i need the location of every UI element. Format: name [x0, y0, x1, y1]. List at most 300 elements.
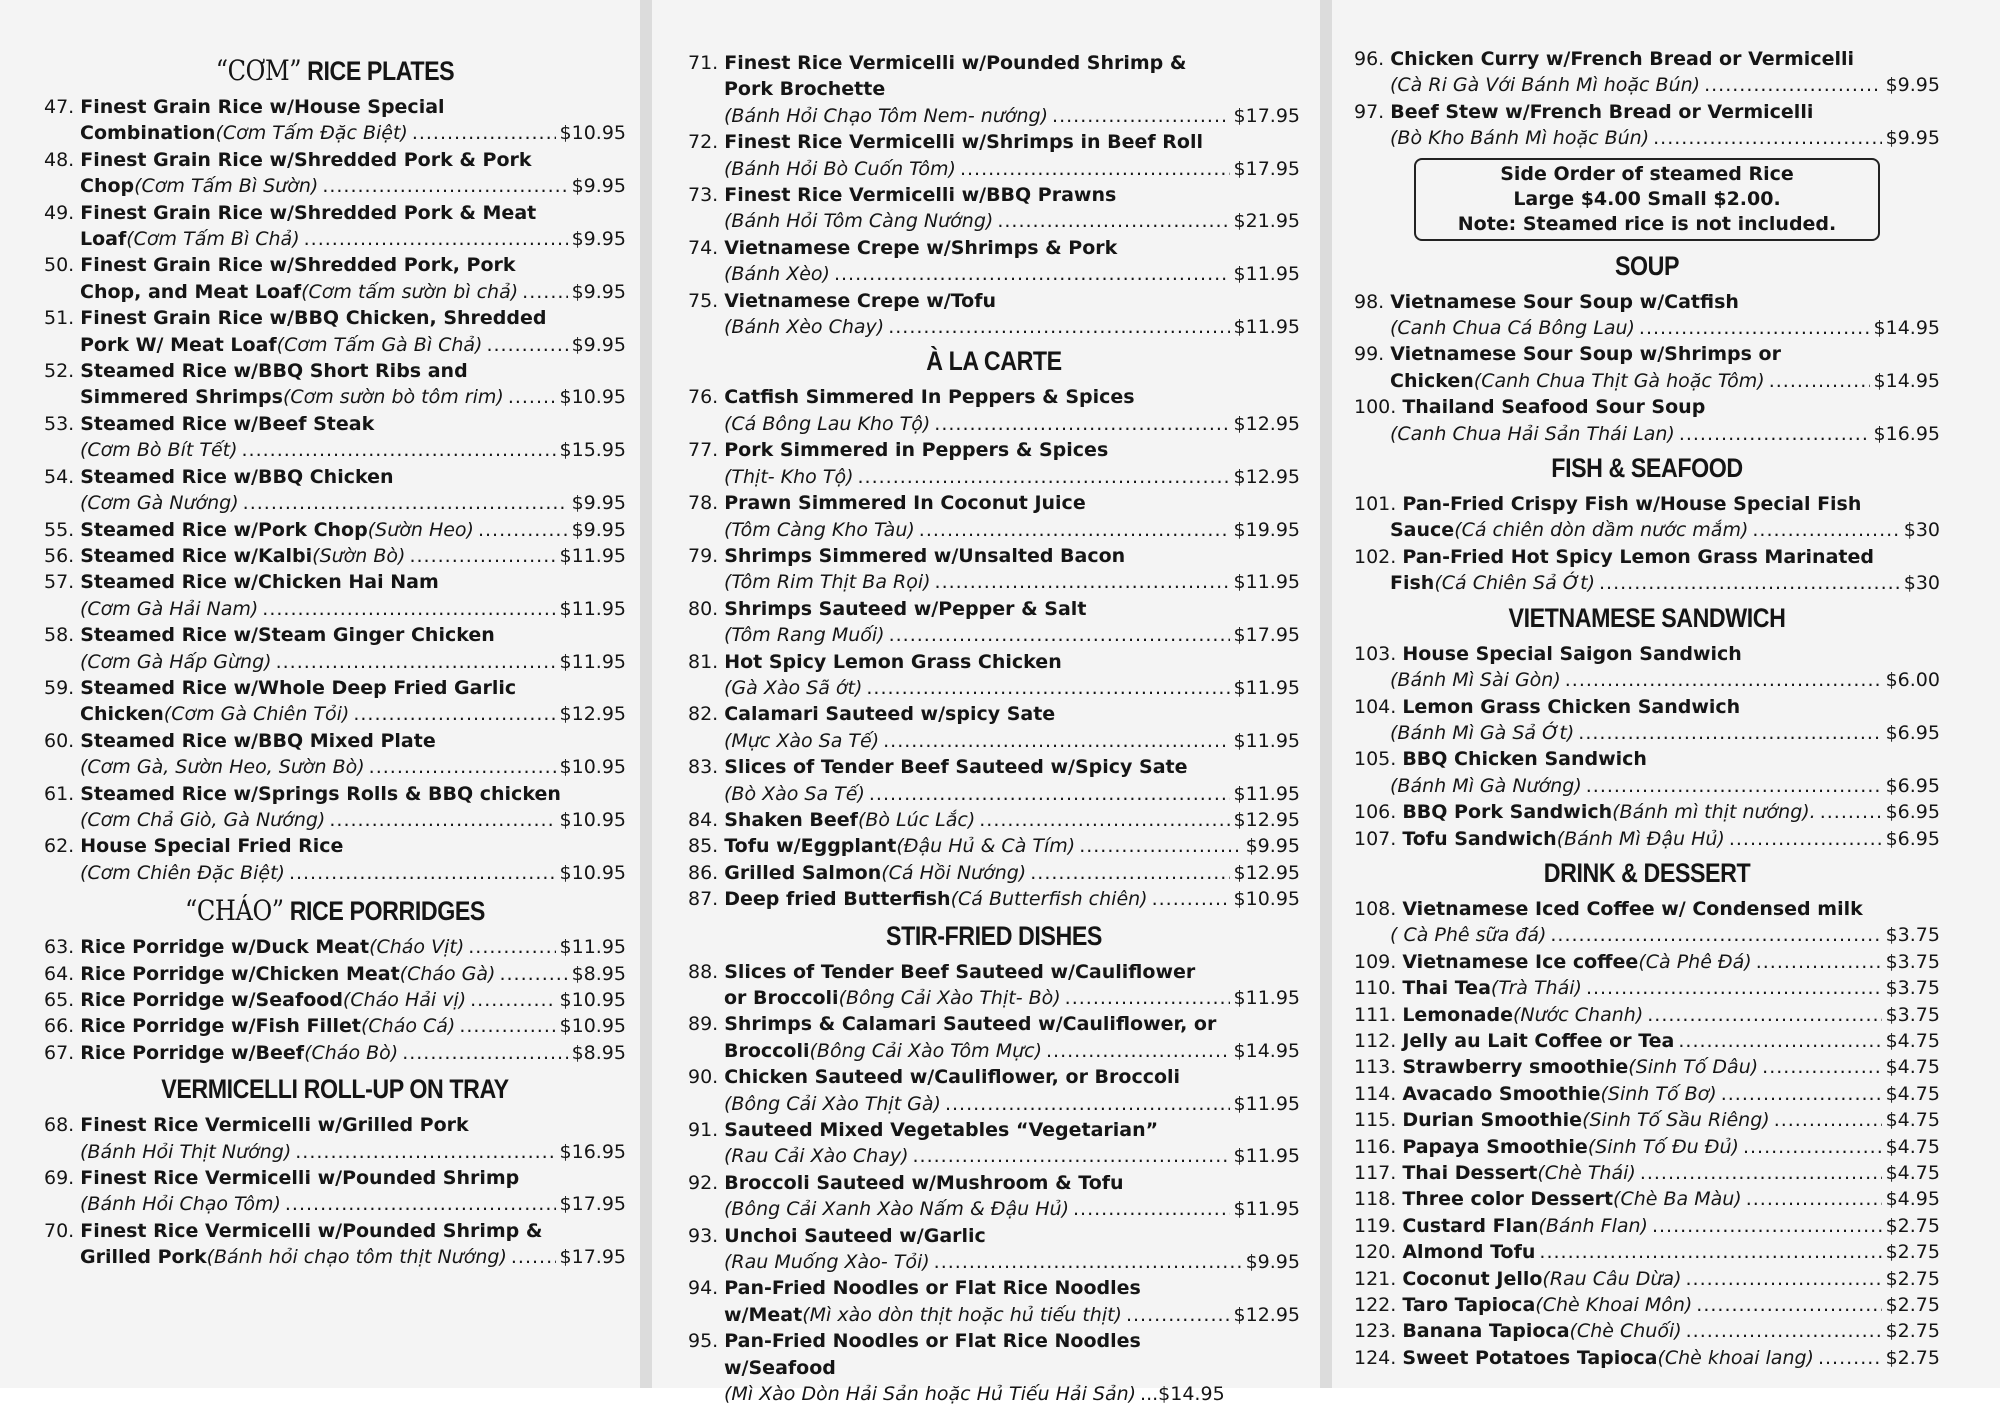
menu-item-line	[1354, 1186, 1940, 1212]
item-price: $4.75	[1885, 1082, 1940, 1105]
item-price: $2.75	[1885, 1294, 1940, 1317]
item-name: Rice Porridge w/Beef	[80, 1041, 305, 1064]
menu-item	[44, 675, 626, 728]
dot-leader	[960, 156, 1230, 182]
menu-item	[44, 252, 626, 305]
item-vietnamese-name: (Bánh Hỏi Bò Cuốn Tôm)	[724, 157, 956, 180]
menu-item-line	[44, 860, 626, 886]
menu-item-line	[688, 1143, 1300, 1169]
item-number: 70.	[44, 1219, 75, 1242]
item-vietnamese-name: (Bò Kho Bánh Mì hoặc Bún)	[1390, 127, 1650, 150]
item-number: 106.	[1354, 801, 1397, 824]
menu-item-line	[1354, 289, 1940, 315]
item-name: House Special Fried Rice	[80, 835, 344, 858]
item-name: Sauce	[1390, 519, 1455, 542]
item-price: $9.95	[571, 518, 626, 541]
menu-item-line	[1354, 1318, 1940, 1344]
item-vietnamese-name: (Cháo Hải vị)	[342, 989, 467, 1011]
dot-leader	[276, 649, 556, 675]
menu-item-line	[44, 332, 626, 358]
menu-item-line	[44, 1139, 626, 1165]
item-number: 75.	[688, 289, 719, 312]
item-vietnamese-name: (Rau Cải Xào Chay)	[724, 1145, 909, 1168]
item-number: 47.	[44, 96, 75, 118]
item-price: $30	[1903, 519, 1940, 542]
item-name: Prawn Simmered In Coconut Juice	[724, 492, 1086, 515]
menu-item-line	[688, 261, 1300, 287]
item-vietnamese-name: (Đậu Hủ & Cà Tím)	[896, 835, 1076, 858]
item-price: $8.95	[571, 1041, 626, 1064]
menu-item-line	[688, 728, 1300, 754]
item-name: Vietnamese Sour Soup w/Catfish	[1390, 290, 1739, 313]
item-price: $17.95	[559, 1193, 626, 1216]
menu-item-line	[688, 517, 1300, 543]
menu-item-line	[1354, 72, 1940, 98]
item-price: $10.95	[559, 122, 626, 145]
item-number: 74.	[688, 236, 719, 259]
menu-item	[44, 517, 626, 543]
menu-item-line	[44, 200, 626, 226]
menu-item-line	[44, 147, 626, 173]
menu-item-line	[44, 464, 626, 490]
item-name: Lemonade	[1402, 1003, 1513, 1026]
dot-leader	[242, 437, 556, 463]
menu-item	[44, 1112, 626, 1165]
menu-item-line	[688, 1038, 1300, 1064]
menu-item-line	[44, 517, 626, 543]
menu-item-line	[44, 1244, 626, 1270]
dot-leader	[329, 807, 555, 833]
menu-item	[44, 833, 626, 886]
item-price: $6.95	[1885, 801, 1940, 824]
menu-item-line	[44, 675, 626, 701]
menu-item-line	[688, 596, 1300, 622]
item-number: 56.	[44, 544, 75, 567]
item-name: Pan-Fried Noodles or Flat Rice Noodles	[724, 1277, 1141, 1300]
section-title-fish-seafood: FISH & SEAFOOD	[1551, 453, 1743, 484]
menu-item-line	[44, 173, 626, 199]
item-number: 115.	[1354, 1109, 1397, 1132]
dot-leader	[468, 934, 555, 960]
item-vietnamese-name: (Sườn Bò)	[312, 544, 406, 567]
item-vietnamese-name: (Canh Chua Hải Sản Thái Lan)	[1390, 422, 1675, 445]
menu-item: 95. Pan-Fried Noodles or Flat Rice Noodles w/Seafood (Mì Xào Dòn Hải Sản hoặc Hủ Tiếu Hải Sản) ... $14.95	[688, 1330, 1225, 1406]
item-price: $11.95	[1233, 676, 1300, 699]
menu-item-line	[44, 358, 626, 384]
item-price: $11.95	[559, 544, 626, 567]
item-price: $6.95	[1885, 827, 1940, 850]
item-number: 112.	[1354, 1029, 1397, 1052]
item-name: Catfish Simmered In Peppers & Spices	[724, 386, 1135, 409]
item-price: $14.95	[1873, 369, 1940, 392]
dot-leader	[1599, 570, 1900, 596]
item-name: Rice Porridge w/Fish Fillet	[80, 1015, 361, 1038]
menu-item-line	[44, 934, 626, 960]
menu-item-line	[688, 1302, 1300, 1328]
menu-item-line	[688, 833, 1300, 859]
menu-item-line	[1354, 949, 1940, 975]
menu-item-line	[688, 754, 1300, 780]
dot-leader	[369, 754, 556, 780]
menu-item	[688, 543, 1300, 596]
menu-item-line	[1354, 99, 1940, 125]
item-vietnamese-name: (Sinh Tố Dâu)	[1628, 1056, 1759, 1079]
dot-leader	[470, 987, 555, 1013]
dot-leader	[412, 120, 556, 146]
item-vietnamese-name: (Cà Phê Đá)	[1638, 950, 1752, 973]
item-vietnamese-name: (Tôm Rim Thịt Ba Rọi)	[724, 571, 931, 594]
item-name: Chicken Sauteed w/Cauliflower, or Broccoli	[724, 1066, 1181, 1089]
item-name: Combination	[80, 122, 216, 145]
item-name: Steamed Rice w/BBQ Chicken	[80, 465, 394, 488]
menu-item	[1354, 491, 1940, 544]
menu-item-line	[688, 182, 1300, 208]
dot-leader	[285, 1191, 556, 1217]
item-name: Steamed Rice w/BBQ Mixed Plate	[80, 729, 436, 752]
dot-leader	[1729, 826, 1882, 852]
dot-leader	[486, 332, 567, 358]
item-name: Deep fried Butterfish	[724, 888, 951, 911]
item-name: Tofu Sandwich	[1402, 827, 1557, 850]
item-number: 59.	[44, 676, 75, 699]
dot-leader	[1030, 860, 1229, 886]
menu-item	[688, 490, 1300, 543]
item-name: Pan-Fried Crispy Fish w/House Special Fish	[1402, 493, 1862, 516]
panel-fold	[640, 0, 652, 1388]
menu-item-line	[688, 76, 1300, 102]
item-name: Unchoi Sauteed w/Garlic	[724, 1224, 986, 1247]
item-name: Calamari Sauteed w/spicy Sate	[724, 703, 1056, 726]
item-vietnamese-name: (Chè Thái)	[1537, 1162, 1636, 1184]
item-vietnamese-name: (Cá Hồi Nướng)	[881, 861, 1027, 884]
item-name: Three color Dessert	[1402, 1188, 1614, 1211]
item-number: 90.	[688, 1066, 719, 1089]
item-name: or Broccoli	[724, 987, 839, 1009]
item-vietnamese-name: (Cơm tấm sườn bì chả)	[301, 280, 519, 303]
item-name: Broccoli Sauteed w/Mushroom & Tofu	[724, 1171, 1124, 1194]
menu-item-line	[1354, 1345, 1940, 1371]
menu-item-line	[688, 543, 1300, 569]
item-name: Finest Grain Rice w/Shredded Pork & Pork	[80, 148, 532, 171]
item-price: $11.95	[1233, 571, 1300, 594]
item-name: Finest Rice Vermicelli w/Grilled Pork	[80, 1114, 469, 1137]
menu-item-line	[44, 120, 626, 146]
item-price: $19.95	[1233, 518, 1300, 541]
menu-item-line	[688, 807, 1300, 833]
item-price: $15.95	[559, 439, 626, 462]
menu-item	[44, 147, 626, 200]
menu-item	[688, 235, 1300, 288]
menu-item-line	[1354, 368, 1940, 394]
dot-leader	[935, 569, 1230, 595]
item-number: 92.	[688, 1171, 719, 1194]
item-vietnamese-name: (Bánh Mì Sài Gòn)	[1390, 669, 1561, 692]
menu-item	[1354, 289, 1940, 342]
item-name: Finest Rice Vermicelli w/BBQ Prawns	[724, 184, 1117, 207]
item-number: 120.	[1354, 1241, 1397, 1264]
item-price: $30	[1903, 572, 1940, 595]
item-number: 71.	[688, 52, 719, 74]
item-price: $4.95	[1885, 1188, 1940, 1211]
item-number: 65.	[44, 989, 75, 1011]
menu-item	[688, 50, 1300, 129]
item-name: Broccoli	[724, 1039, 810, 1062]
menu-item	[44, 622, 626, 675]
dot-leader	[459, 1013, 555, 1039]
item-name: Vietnamese Ice coffee	[1402, 950, 1639, 973]
menu-item-line	[688, 288, 1300, 314]
menu-item-line	[1354, 421, 1940, 447]
menu-item-line	[44, 305, 626, 331]
item-price: $4.75	[1885, 1162, 1940, 1184]
menu-item-line	[688, 569, 1300, 595]
item-vietnamese-name: (Gà Xào Sã ớt)	[724, 676, 863, 699]
item-vietnamese-name: (Chè khoai lang)	[1657, 1346, 1814, 1369]
item-number: 99.	[1354, 343, 1385, 366]
menu-item-line	[688, 437, 1300, 463]
item-vietnamese-name: (Cơm Tấm Gà Bì Chả)	[276, 333, 483, 356]
menu-item	[688, 1170, 1300, 1223]
item-vietnamese-name: (Cháo Cá)	[360, 1015, 456, 1038]
item-name: Taro Tapioca	[1402, 1294, 1536, 1317]
menu-item-line	[44, 622, 626, 648]
item-number: 83.	[688, 756, 719, 779]
dot-leader	[409, 543, 555, 569]
dot-leader	[322, 173, 567, 199]
item-name: House Special Saigon Sandwich	[1402, 642, 1742, 665]
item-number: 113.	[1354, 1056, 1397, 1079]
item-name: Chop, and Meat Loaf	[80, 280, 302, 303]
item-price: $11.95	[1233, 1145, 1300, 1168]
item-name: Durian Smoothie	[1402, 1109, 1583, 1132]
menu-item-line	[1354, 641, 1940, 667]
item-price: $10.95	[559, 808, 626, 831]
menu-item	[1354, 1213, 1940, 1239]
section-title-stir-fried: STIR-FRIED DISHES	[886, 920, 1102, 951]
item-price: $11.95	[1233, 729, 1300, 752]
item-number: 80.	[688, 597, 719, 620]
menu-item	[1354, 1028, 1940, 1054]
item-vietnamese-name: (Cơm Chiên Đặc Biệt)	[80, 861, 285, 884]
menu-item-line	[1354, 1134, 1940, 1160]
item-name: Finest Grain Rice w/BBQ Chicken, Shredded	[80, 307, 547, 330]
item-number: 79.	[688, 544, 719, 567]
item-name: Sweet Potatoes Tapioca	[1402, 1346, 1658, 1369]
item-vietnamese-name: (Cháo Bò)	[304, 1041, 399, 1064]
dot-leader	[1679, 421, 1870, 447]
menu-item-line	[44, 649, 626, 675]
item-number: 117.	[1354, 1162, 1397, 1184]
item-price: $10.95	[559, 1015, 626, 1038]
item-price: $12.95	[1233, 1303, 1300, 1326]
item-vietnamese-name: (Bánh mì thịt nướng).	[1612, 801, 1816, 824]
item-vietnamese-name: (Cơm Gà Hấp Gừng)	[80, 650, 272, 673]
menu-item-line	[44, 490, 626, 516]
item-name: Chicken	[80, 703, 164, 726]
menu-item-line	[44, 1040, 626, 1066]
item-name: Pork Simmered in Peppers & Spices	[724, 439, 1109, 462]
item-name: Hot Spicy Lemon Grass Chicken	[724, 650, 1062, 673]
menu-item-line	[1354, 1266, 1940, 1292]
menu-item	[1354, 99, 1940, 152]
menu-item	[44, 305, 626, 358]
menu-item	[688, 959, 1300, 1012]
item-vietnamese-name: (Bánh Hỏi Chạo Tôm Nem- nướng)	[724, 104, 1049, 127]
item-price: $4.75	[1885, 1135, 1940, 1158]
item-vietnamese-name: (Bánh Xèo Chay)	[724, 316, 885, 339]
item-number: 123.	[1354, 1320, 1397, 1343]
menu-item	[1354, 1134, 1940, 1160]
item-price: $11.95	[559, 650, 626, 673]
menu-panel-middle	[652, 0, 1320, 1406]
item-name: Avacado Smoothie	[1402, 1082, 1601, 1105]
section-title-rice-porridges: “CHÁO” RICE PORRIDGES	[185, 894, 485, 928]
item-number: 91.	[688, 1119, 719, 1142]
item-vietnamese-name: (Bánh Xèo)	[724, 263, 830, 286]
dot-leader	[1743, 1134, 1882, 1160]
dot-leader	[1762, 1054, 1881, 1080]
item-vietnamese-name: (Bông Cải Xào Tôm Mực)	[809, 1039, 1043, 1062]
menu-item-line	[44, 437, 626, 463]
item-price: $9.95	[571, 228, 626, 251]
item-name: Thailand Seafood Sour Soup	[1402, 396, 1706, 419]
section-title-vietnamese-sandwich: VIETNAMESE SANDWICH	[1508, 602, 1786, 633]
dot-leader	[934, 411, 1229, 437]
dot-leader	[522, 279, 567, 305]
item-name: Vietnamese Crepe w/Shrimps & Pork	[724, 236, 1118, 259]
panel-fold	[1320, 0, 1332, 1388]
menu-item	[44, 94, 626, 147]
item-name: Steamed Rice w/Beef Steak	[80, 412, 375, 435]
menu-item-line	[1354, 720, 1940, 746]
item-vietnamese-name: (Bánh Hỏi Tôm Càng Nướng)	[724, 210, 994, 233]
dot-leader	[979, 807, 1229, 833]
item-name: Vietnamese Sour Soup w/Shrimps or	[1390, 343, 1781, 366]
item-name: Finest Grain Rice w/Shredded Pork, Pork	[80, 254, 516, 277]
item-price: $4.75	[1885, 1109, 1940, 1132]
item-price: $11.95	[1233, 263, 1300, 286]
menu-item-line	[44, 569, 626, 595]
dot-leader	[1704, 72, 1882, 98]
item-price: $12.95	[1233, 465, 1300, 488]
item-name: Finest Rice Vermicelli w/Pounded Shrimp &	[80, 1219, 543, 1242]
item-number: 48.	[44, 148, 75, 171]
item-price: $2.75	[1885, 1267, 1940, 1290]
item-number: 102.	[1354, 545, 1397, 568]
menu-item-line	[688, 701, 1300, 727]
item-vietnamese-name: (Cơm Chả Giò, Gà Nướng)	[80, 808, 326, 831]
item-price: $11.95	[1233, 782, 1300, 805]
item-name: Finest Rice Vermicelli w/Pounded Shrimp	[80, 1167, 520, 1190]
item-vietnamese-name: (Cà Ri Gà Với Bánh Mì hoặc Bún)	[1390, 74, 1701, 97]
item-number: 87.	[688, 888, 719, 911]
dot-leader	[262, 596, 555, 622]
item-name: Shrimps & Calamari Sauteed w/Cauliflower, or	[724, 1013, 1217, 1036]
menu-item-line	[44, 781, 626, 807]
item-number: 53.	[44, 412, 75, 435]
item-price: $6.00	[1885, 669, 1940, 692]
item-number: 81.	[688, 650, 719, 673]
item-name: Papaya Smoothie	[1402, 1135, 1588, 1158]
item-price: $9.95	[1885, 127, 1940, 150]
item-vietnamese-name: (Bông Cải Xào Thịt Gà)	[724, 1092, 941, 1115]
item-number: 94.	[688, 1277, 719, 1300]
menu-item-line	[1354, 46, 1940, 72]
dot-leader	[1653, 125, 1881, 151]
item-vietnamese-name: (Rau Muống Xào- Tỏi)	[724, 1251, 930, 1274]
menu-item-line	[44, 1112, 626, 1138]
item-number: 84.	[688, 808, 719, 831]
item-price: $10.95	[1233, 888, 1300, 911]
item-name: Chicken	[1390, 369, 1474, 392]
item-name: Shrimps Simmered w/Unsalted Bacon	[724, 544, 1126, 567]
menu-item	[1354, 46, 1940, 99]
dot-leader	[1652, 1213, 1882, 1239]
item-name: Vietnamese Crepe w/Tofu	[724, 289, 996, 312]
menu-item	[44, 1040, 626, 1066]
item-vietnamese-name: (Mực Xào Sa Tế)	[724, 729, 880, 752]
menu-item-line	[688, 1091, 1300, 1117]
item-price: $14.95	[1873, 317, 1940, 340]
item-price: $17.95	[1233, 104, 1300, 127]
menu-item-line	[44, 384, 626, 410]
item-name: Steamed Rice w/Kalbi	[80, 544, 313, 567]
menu-item	[1354, 641, 1940, 694]
dot-leader	[304, 226, 568, 252]
item-vietnamese-name: (Cá chiên dòn dầm nước mắm)	[1454, 519, 1749, 542]
menu-item-line	[688, 1117, 1300, 1143]
item-vietnamese-name: (Bánh Mì Đậu Hủ)	[1556, 827, 1725, 850]
dot-leader	[1721, 1081, 1882, 1107]
section-title-drink-dessert: DRINK & DESSERT	[1543, 857, 1751, 888]
item-name: Sauteed Mixed Vegetables “Vegetarian”	[724, 1119, 1159, 1142]
menu-item-line	[688, 1223, 1300, 1249]
item-vietnamese-name: (Cơm Bò Bít Tết)	[80, 439, 238, 462]
dot-leader	[945, 1091, 1230, 1117]
dot-leader	[889, 622, 1230, 648]
item-name: Coconut Jello	[1402, 1267, 1543, 1290]
item-name: Steamed Rice w/Chicken Hai Nam	[80, 571, 439, 594]
item-name: Rice Porridge w/Chicken Meat	[80, 962, 400, 985]
menu-item-line	[1354, 1107, 1940, 1133]
dot-leader	[1578, 720, 1881, 746]
item-price: $3.75	[1885, 1003, 1940, 1026]
item-price: $9.95	[571, 492, 626, 515]
menu-item	[44, 1013, 626, 1039]
item-price: $21.95	[1233, 210, 1300, 233]
item-vietnamese-name: (Cháo Vịt)	[369, 936, 465, 959]
dot-leader	[1073, 1196, 1230, 1222]
dot-leader	[1586, 773, 1882, 799]
dot-leader	[1639, 315, 1870, 341]
item-number: 61.	[44, 782, 75, 805]
item-price: $3.75	[1885, 950, 1940, 973]
dot-leader	[511, 1244, 556, 1270]
dot-leader	[1752, 517, 1899, 543]
item-number: 101.	[1354, 493, 1397, 516]
item-vietnamese-name: (Cơm Gà Chiên Tỏi)	[163, 703, 350, 726]
menu-item-line	[1354, 1292, 1940, 1318]
item-vietnamese-name: (Sườn Heo)	[367, 518, 474, 541]
menu-panel-left	[0, 0, 640, 1388]
menu-item-line	[1354, 544, 1940, 570]
menu-item-line	[688, 886, 1300, 912]
item-vietnamese-name: (Rau Câu Dừa)	[1542, 1267, 1682, 1290]
item-vietnamese-name: (Bò Xào Sa Tế)	[724, 782, 865, 805]
item-number: 119.	[1354, 1214, 1397, 1237]
dot-leader	[1696, 1292, 1881, 1318]
item-number: 98.	[1354, 290, 1385, 313]
